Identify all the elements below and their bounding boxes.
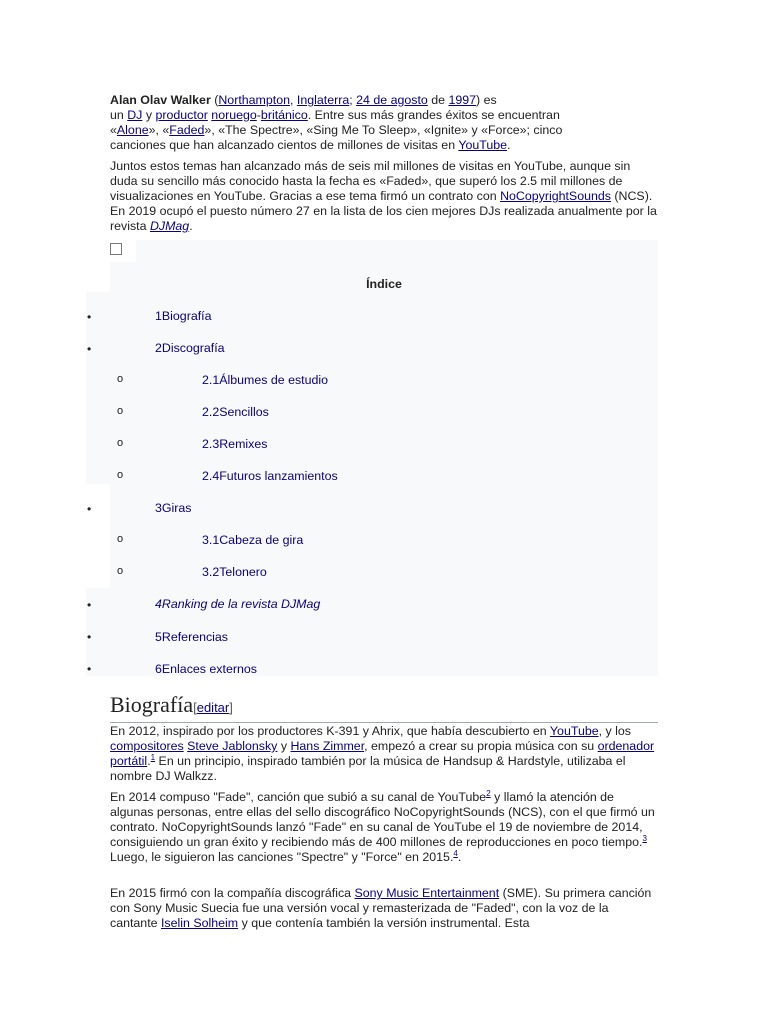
toc-item-discografia[interactable]: 2Discografía — [155, 341, 225, 355]
link-faded[interactable]: Faded — [169, 123, 205, 137]
toc-item-sencillos[interactable]: 2.2Sencillos — [202, 405, 269, 419]
toc-item-biografia[interactable]: 1Biografía — [155, 309, 212, 323]
link-britanico[interactable]: británico — [260, 108, 308, 122]
toc-item-albumes[interactable]: 2.1Álbumes de estudio — [202, 373, 329, 387]
link-inglaterra[interactable]: Inglaterra — [296, 93, 350, 107]
bullet-disc: • — [87, 630, 92, 644]
link-iselin-solheim[interactable]: Iselin Solheim — [160, 916, 239, 930]
bullet-circle: o — [117, 533, 124, 545]
link-djmag[interactable]: DJMag — [149, 219, 190, 233]
section-heading-biografia — [110, 692, 658, 723]
bullet-disc: • — [87, 310, 92, 324]
link-northampton[interactable]: Northampton — [218, 93, 290, 107]
bullet-circle: o — [117, 373, 124, 385]
toc-toggle-checkbox[interactable] — [110, 243, 122, 255]
bullet-disc: • — [87, 662, 92, 676]
bullet-disc: • — [87, 502, 92, 516]
edit-link[interactable]: editar — [196, 700, 230, 715]
reference-2[interactable]: 2 — [486, 788, 491, 798]
bullet-circle: o — [117, 565, 124, 577]
toc-item-telonero[interactable]: 3.2Telonero — [202, 565, 267, 579]
link-alone[interactable]: Alone — [116, 123, 149, 137]
toc-item-remixes[interactable]: 2.3Remixes — [202, 437, 268, 451]
link-noruego[interactable]: noruego — [211, 108, 257, 122]
link-dj[interactable]: DJ — [127, 108, 143, 122]
reference-3[interactable]: 3 — [642, 833, 647, 843]
summary-paragraph: Juntos estos temas han alcanzado más de seis mil millones de visitas en YouTube, aunque sin duda su sencillo más conocido hasta la fecha es «Faded», que superó los 2.5 mil millones de visualizaciones en YouTube. Gracias a ese tema firmó un contrato con NoCopyrightSounds (NCS). En 2019 ocupó el puesto número 27 en la lista de los cien mejores DJs realizada anualmente por la revista DJMag. — [110, 159, 657, 233]
edit-section: [editar] — [193, 700, 233, 715]
bio-paragraph-1: En 2012, inspirado por los productores K-391 y Ahrix, que había descubierto en YouTube, y los compositores Steve Jablonsky y Hans Zimmer, empezó a crear su propia música con su ordenador portátil.$^1$ En un principio, inspirado también por la música de Handsup & Hardstyle, utilizaba el nombre DJ Walkzz. — [110, 724, 655, 783]
toc-title: Índice — [366, 277, 402, 291]
intro-paragraph: Alan Olav Walker (Northampton, Inglaterra; 24 de agosto de 1997) es un DJ y productor noruego-británico. Entre sus más grandes éxitos se encuentran «Alone», «Faded», «The Spectre», «Sing Me To Sleep», «Ignite» y «Force»; cinco canciones que han alcanzado cientos de millones de visitas en YouTube. — [110, 93, 563, 152]
bullet-circle: o — [117, 437, 124, 449]
reference-4[interactable]: 4 — [453, 848, 458, 858]
bullet-circle: o — [117, 405, 124, 417]
link-youtube-bio[interactable]: YouTube — [549, 724, 599, 738]
link-compositores[interactable]: compositores — [110, 739, 184, 753]
toc-item-referencias[interactable]: 5Referencias — [155, 630, 229, 644]
bio-paragraph-2: En 2014 compuso "Fade", canción que subió a su canal de YouTube$^2$ y llamó la atención de algunas personas, entre ellas del sello discográfico NoCopyrightSounds (NCS), con el que firmó un contrato. NoCopyrightSounds lanzó "Fade" en su canal de YouTube el 19 de noviembre de 2014, consiguiendo un gran éxito y recibiendo más de 400 millones de reproducciones en poco tiempo.$^3$ Luego, le siguieron las canciones "Spectre" y "Force" en 2015.$^4$. — [110, 788, 655, 864]
link-steve-jablonsky[interactable]: Steve Jablonsky — [187, 739, 278, 753]
bullet-disc: • — [87, 598, 92, 612]
reference-1[interactable]: 1 — [150, 752, 156, 762]
link-sony-music[interactable]: Sony Music Entertainment — [354, 886, 500, 900]
toc-item-giras[interactable]: 3Giras — [155, 501, 192, 515]
link-youtube[interactable]: YouTube — [458, 138, 508, 152]
section-title: Biografía — [110, 692, 194, 717]
toc-item-enlaces[interactable]: 6Enlaces externos — [155, 662, 257, 676]
link-birth-date[interactable]: 24 de agosto — [356, 93, 428, 107]
bullet-circle: o — [117, 469, 124, 481]
toc-item-cabeza-gira[interactable]: 3.1Cabeza de gira — [202, 533, 304, 547]
link-birth-year[interactable]: 1997 — [448, 93, 477, 107]
link-productor[interactable]: productor — [155, 108, 208, 122]
bio-paragraph-3: En 2015 firmó con la compañía discográfica Sony Music Entertainment (SME). Su primera canción con Sony Music Suecia fue una versión vocal y remasterizada de "Faded", con la voz de la cantante Iselin Solheim y que contenía también la versión instrumental. Esta — [110, 886, 652, 930]
link-hans-zimmer[interactable]: Hans Zimmer — [290, 739, 365, 753]
toc-item-ranking[interactable]: 4Ranking de la revista DJMag — [155, 597, 321, 611]
link-nocopyrightsounds[interactable]: NoCopyrightSounds — [500, 189, 611, 203]
toc-item-futuros[interactable]: 2.4Futuros lanzamientos — [202, 469, 338, 483]
link-ordenador-portatil[interactable]: ordenador portátil — [110, 739, 655, 768]
bullet-disc: • — [87, 342, 92, 356]
article-subject-name: Alan Olav Walker — [110, 93, 211, 107]
